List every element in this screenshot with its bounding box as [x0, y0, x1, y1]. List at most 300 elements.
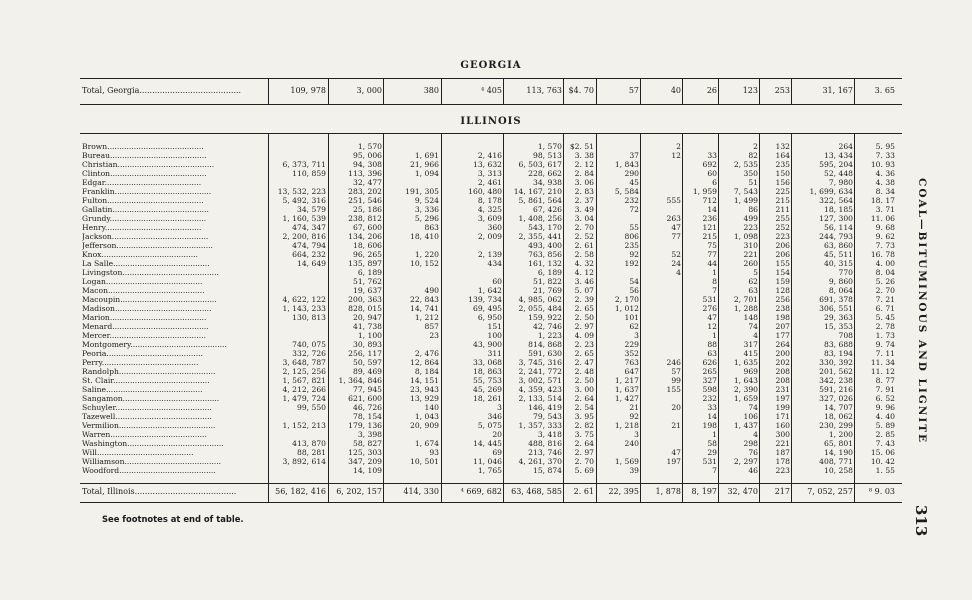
county-col-10: 74	[748, 322, 758, 331]
county-col-8: 47	[671, 223, 681, 232]
county-col-10: 4	[753, 331, 758, 340]
column-divider	[640, 133, 641, 502]
county-col-3: 14, 741	[410, 304, 439, 313]
column-divider	[268, 133, 269, 502]
georgia-total-col-3: 380	[423, 86, 439, 95]
county-col-13: 9. 62	[875, 232, 895, 241]
county-col-13: 4. 38	[875, 178, 895, 187]
county-col-13: 8. 77	[875, 376, 895, 385]
illinois-total-col-5: 63, 468, 585	[511, 487, 562, 496]
county-col-2: 113, 396	[348, 169, 382, 178]
county-col-5: 1, 408, 256	[518, 214, 562, 223]
county-col-10: 5	[753, 268, 758, 277]
county-col-12: 201, 562	[819, 367, 853, 376]
county-col-4: 3, 609	[477, 214, 502, 223]
county-col-13: 8. 04	[875, 268, 895, 277]
county-col-11: 187	[775, 448, 790, 457]
county-label: Peoria........................................	[82, 349, 203, 358]
county-col-9: 75	[707, 241, 717, 250]
county-col-10: 7, 543	[733, 187, 758, 196]
georgia-total-label: Total, Georgia........................................	[82, 86, 242, 95]
county-col-12: 56, 114	[824, 223, 853, 232]
county-col-5: 543, 170	[528, 223, 562, 232]
county-col-10: 4	[753, 430, 758, 439]
county-col-9: 121	[702, 223, 717, 232]
county-col-9: 88	[707, 340, 717, 349]
county-col-10: 317	[743, 340, 758, 349]
county-col-4: 69, 495	[473, 304, 502, 313]
county-col-1: 6, 373, 711	[282, 160, 326, 169]
county-col-10: 148	[743, 313, 758, 322]
county-col-4: 360	[487, 223, 502, 232]
county-label: Marion........................................	[82, 313, 207, 322]
county-col-6: 3. 04	[574, 214, 594, 223]
county-col-9: 6	[712, 178, 717, 187]
county-col-8: 24	[671, 259, 681, 268]
illinois-top-rule	[80, 133, 902, 134]
county-col-9: 12	[707, 322, 717, 331]
county-col-11: 206	[775, 250, 790, 259]
county-col-13: 9. 96	[875, 403, 895, 412]
county-col-6: 2. 97	[574, 322, 594, 331]
county-col-10: 1, 499	[733, 196, 758, 205]
county-col-11: 252	[775, 223, 790, 232]
county-col-10: 63	[748, 286, 758, 295]
county-col-9: 77	[707, 250, 717, 259]
county-col-10: 62	[748, 277, 758, 286]
county-col-2: 32, 477	[353, 178, 382, 187]
county-col-1: 1, 567, 821	[282, 376, 326, 385]
column-divider	[596, 78, 597, 104]
column-divider	[441, 133, 442, 502]
georgia-section-title: GEORGIA	[460, 60, 522, 71]
county-col-9: 531	[702, 457, 717, 466]
county-label: Brown........................................	[82, 142, 204, 151]
county-col-6: 2. 47	[574, 358, 594, 367]
county-col-13: 5. 26	[875, 277, 895, 286]
county-col-6: 3. 95	[574, 412, 594, 421]
county-col-5: 14, 167, 210	[513, 187, 562, 196]
county-col-1: 5, 492, 316	[282, 196, 326, 205]
county-col-7: 763	[624, 358, 639, 367]
county-col-6: 2. 65	[574, 304, 594, 313]
county-col-7: 1, 843	[614, 160, 639, 169]
county-col-8	[642, 466, 681, 477]
illinois-total-col-12: 7, 052, 257	[807, 487, 853, 496]
county-label: Washington........................................	[82, 439, 224, 448]
county-col-11: 264	[775, 340, 790, 349]
county-col-1: 2, 200, 816	[282, 232, 326, 241]
county-col-9: 692	[702, 160, 717, 169]
county-col-12: 14, 707	[824, 403, 853, 412]
county-label: Bureau........................................	[82, 151, 207, 160]
county-col-9: 33	[707, 151, 717, 160]
county-col-13: 2. 85	[875, 430, 895, 439]
county-col-2: 78, 154	[353, 412, 382, 421]
county-col-5: 763, 856	[528, 250, 562, 259]
county-col-9: 232	[702, 394, 717, 403]
county-col-6: 3. 49	[574, 205, 594, 214]
county-col-9: 7	[712, 466, 717, 475]
county-col-1: 110, 859	[292, 169, 326, 178]
county-col-6: 2. 23	[574, 340, 594, 349]
county-col-2: 251, 546	[348, 196, 382, 205]
county-col-1: 664, 232	[292, 250, 326, 259]
county-col-7: 1, 637	[614, 385, 639, 394]
county-col-4: 3	[497, 403, 502, 412]
county-col-7: 62	[629, 322, 639, 331]
county-col-1: 13, 532, 223	[277, 187, 326, 196]
column-divider	[640, 78, 641, 104]
column-divider	[328, 133, 329, 502]
county-col-13: 3. 71	[875, 205, 895, 214]
county-label: Schuyler........................................	[82, 403, 212, 412]
county-col-4: 69	[492, 448, 502, 457]
county-col-7: 290	[624, 169, 639, 178]
county-col-12: 127, 300	[819, 214, 853, 223]
county-col-7: 92	[629, 250, 639, 259]
county-col-11: 231	[775, 385, 790, 394]
illinois-total-col-8: 1, 878	[655, 487, 681, 496]
county-col-8: 263	[666, 214, 681, 223]
illinois-bottom-rule	[80, 502, 902, 503]
county-col-10: 415	[743, 349, 758, 358]
county-col-6: 2. 64	[574, 394, 594, 403]
county-col-7: 235	[624, 241, 639, 250]
georgia-total-col-1: 109, 978	[290, 86, 326, 95]
county-col-11: 255	[775, 214, 790, 223]
county-label: Edgar........................................	[82, 178, 202, 187]
county-col-3: 490	[424, 286, 439, 295]
column-divider	[854, 133, 855, 502]
county-col-9: 14	[707, 412, 717, 421]
county-col-3: 14, 151	[410, 376, 439, 385]
county-col-12: 45, 511	[824, 250, 853, 259]
county-col-5: 98, 513	[533, 151, 562, 160]
county-col-11: 159	[775, 277, 790, 286]
county-col-4: 14, 445	[473, 439, 502, 448]
county-label: Vermilion........................................	[82, 421, 216, 430]
county-col-7: 1, 217	[614, 376, 639, 385]
county-col-1: 1, 160, 539	[282, 214, 326, 223]
county-col-9: 8	[712, 277, 717, 286]
column-divider	[596, 133, 597, 502]
county-col-1: 34, 579	[297, 205, 326, 214]
county-col-5: 1, 357, 333	[518, 421, 562, 430]
county-col-6: 2. 52	[574, 232, 594, 241]
county-col-7: 54	[629, 277, 639, 286]
county-col-7: 3	[634, 430, 639, 439]
county-col-2: 96, 265	[353, 250, 382, 259]
county-col-6: 2. 61	[574, 241, 594, 250]
county-col-6: 2. 54	[574, 403, 594, 412]
county-label: Gallatin........................................	[82, 205, 209, 214]
county-col-9: 265	[702, 367, 717, 376]
column-divider	[682, 133, 683, 502]
county-col-9: 44	[707, 259, 717, 268]
georgia-total-col-13: 3. 65	[874, 86, 895, 95]
county-col-13: 11. 06	[870, 214, 895, 223]
county-col-2: 30, 893	[353, 340, 382, 349]
county-col-7: 806	[624, 232, 639, 241]
column-divider	[383, 133, 384, 502]
county-label: La Salle........................................	[82, 259, 210, 268]
county-col-13: 4. 00	[875, 259, 895, 268]
county-col-6: 4. 09	[574, 331, 594, 340]
georgia-total-col-4: ⁴ 405	[480, 86, 502, 95]
county-col-10: 969	[743, 367, 758, 376]
county-col-11: 206	[775, 241, 790, 250]
county-col-1: 474, 794	[292, 241, 326, 250]
illinois-total-top-rule	[80, 483, 902, 484]
county-col-11: 156	[775, 178, 790, 187]
county-col-3: 857	[424, 322, 439, 331]
county-col-8: 4	[676, 268, 681, 277]
county-col-5: 51, 822	[533, 277, 562, 286]
county-col-6: 2. 50	[574, 313, 594, 322]
column-divider	[503, 133, 504, 502]
county-col-4: 2, 416	[477, 151, 502, 160]
illinois-total-col-4: ⁴ 669, 682	[460, 487, 502, 496]
illinois-section-title: ILLINOIS	[460, 116, 522, 127]
county-col-12: 18, 185	[824, 205, 853, 214]
county-col-4: 8, 178	[477, 196, 502, 205]
county-col-10: 2, 701	[733, 295, 758, 304]
county-col-4: 100	[487, 331, 502, 340]
county-col-10: 350	[743, 169, 758, 178]
georgia-bottom-rule	[80, 104, 902, 105]
county-col-13: 5. 95	[875, 142, 895, 151]
county-col-3: 10, 501	[410, 457, 439, 466]
county-col-3: 3, 336	[414, 205, 439, 214]
georgia-total-col-5: 113, 763	[526, 86, 562, 95]
county-col-2: 135, 897	[348, 259, 382, 268]
county-col-11: 221	[775, 439, 790, 448]
county-col-5: 42, 746	[533, 322, 562, 331]
county-col-8: 20	[671, 403, 681, 412]
county-col-4: 55, 753	[473, 376, 502, 385]
county-col-2: 77, 945	[353, 385, 382, 394]
county-col-5: 4, 359, 423	[518, 385, 562, 394]
county-col-10: 221	[743, 250, 758, 259]
county-col-11: 198	[775, 313, 790, 322]
county-col-12: 322, 564	[819, 196, 853, 205]
county-col-13: 9. 68	[875, 223, 895, 232]
county-col-3: 20, 909	[410, 421, 439, 430]
county-col-9: 1	[712, 268, 717, 277]
county-col-1: 3, 892, 614	[282, 457, 326, 466]
county-label: Menard........................................	[82, 322, 209, 331]
county-col-10: 1, 288	[733, 304, 758, 313]
county-label: Fulton........................................	[82, 196, 204, 205]
county-col-12: 770	[838, 268, 853, 277]
county-label: Perry........................................	[82, 358, 199, 367]
county-col-9: 198	[702, 421, 717, 430]
county-col-1: 413, 870	[292, 439, 326, 448]
county-col-1: 130, 813	[292, 313, 326, 322]
county-col-11: 164	[775, 151, 790, 160]
county-col-5: 161, 132	[528, 259, 562, 268]
county-col-2: 67, 600	[353, 223, 382, 232]
county-label: Logan........................................	[82, 277, 203, 286]
county-col-4: 11, 046	[473, 457, 502, 466]
county-col-6: 2. 64	[574, 439, 594, 448]
county-col-13: 6. 52	[875, 394, 895, 403]
county-col-5: 6, 503, 617	[518, 160, 562, 169]
county-col-2: 46, 726	[353, 403, 382, 412]
illinois-total-col-3: 414, 330	[403, 487, 439, 496]
county-col-13: 6. 71	[875, 304, 895, 313]
county-col-12: 52, 448	[824, 169, 853, 178]
county-col-7: 1, 427	[614, 394, 639, 403]
county-col-5: 159, 922	[528, 313, 562, 322]
county-col-5: 67, 426	[533, 205, 562, 214]
county-col-10: 51	[748, 178, 758, 187]
county-col-11: 178	[775, 457, 790, 466]
county-col-2: 256, 117	[348, 349, 382, 358]
county-col-6: 2. 70	[574, 457, 594, 466]
county-label: Grundy........................................	[82, 214, 207, 223]
county-label: Mercer........................................	[82, 331, 206, 340]
county-col-13: 7. 11	[875, 349, 895, 358]
county-col-5: 213, 746	[528, 448, 562, 457]
county-col-6: 2. 12	[574, 160, 594, 169]
column-divider	[268, 78, 269, 104]
county-col-10: 2, 390	[733, 385, 758, 394]
county-col-7: 92	[629, 412, 639, 421]
county-col-7: 72	[629, 205, 639, 214]
county-col-10: 1, 659	[733, 394, 758, 403]
county-col-10: 46	[748, 466, 758, 475]
county-col-12: 1, 200	[828, 430, 853, 439]
county-col-3: 13, 929	[410, 394, 439, 403]
county-col-11: 171	[775, 412, 790, 421]
county-col-7: 647	[624, 367, 639, 376]
county-col-2: 51, 762	[353, 277, 382, 286]
county-col-13: 18. 17	[870, 196, 895, 205]
illinois-total-label: Total, Illinois........................................	[82, 487, 237, 496]
illinois-total-col-2: 6, 202, 157	[336, 487, 382, 496]
county-col-10: 260	[743, 259, 758, 268]
column-divider	[383, 78, 384, 104]
county-col-12: 10, 258	[824, 466, 853, 475]
county-col-7: 2, 170	[614, 295, 639, 304]
county-col-7: 232	[624, 196, 639, 205]
county-col-11: 199	[775, 403, 790, 412]
county-col-6: 4. 12	[574, 268, 594, 277]
county-col-13: 4. 36	[875, 169, 895, 178]
county-col-11: 225	[775, 187, 790, 196]
county-label: Livingston........................................	[82, 268, 219, 277]
county-col-5: 228, 662	[528, 169, 562, 178]
county-col-12: 18, 062	[824, 412, 853, 421]
county-col-6: 2. 65	[574, 349, 594, 358]
column-divider	[563, 78, 564, 104]
county-col-2: 58, 827	[353, 439, 382, 448]
county-col-4: 434	[487, 259, 502, 268]
county-col-4: 311	[487, 349, 502, 358]
county-label: Clinton........................................	[82, 169, 207, 178]
county-col-1: 99, 550	[297, 403, 326, 412]
county-col-12: 264	[838, 142, 853, 151]
county-col-2: 25, 186	[353, 205, 382, 214]
county-col-6: 5. 69	[574, 466, 594, 475]
county-col-1: 14, 649	[297, 259, 326, 268]
county-col-11: 207	[775, 322, 790, 331]
county-label: Montgomery........................................	[82, 340, 227, 349]
county-col-11: 256	[775, 295, 790, 304]
county-col-5: 34, 938	[533, 178, 562, 187]
county-col-3: 8, 184	[414, 367, 439, 376]
county-col-7: 55	[629, 223, 639, 232]
county-col-3: 12, 864	[410, 358, 439, 367]
column-divider	[682, 78, 683, 104]
county-col-11: 208	[775, 376, 790, 385]
georgia-total-col-10: 123	[742, 86, 758, 95]
county-col-7: 352	[624, 349, 639, 358]
county-col-5: 1, 570	[537, 142, 562, 151]
county-col-5: 79, 543	[533, 412, 562, 421]
county-col-11: 155	[775, 259, 790, 268]
county-col-13: 7. 43	[875, 439, 895, 448]
county-col-8: 47	[671, 448, 681, 457]
county-col-13: 4. 40	[875, 412, 895, 421]
county-col-2: 347, 209	[348, 457, 382, 466]
county-col-7: 1, 569	[614, 457, 639, 466]
county-col-1: 2, 125, 256	[282, 367, 326, 376]
county-col-11: 223	[775, 466, 790, 475]
county-col-12: 306, 551	[819, 304, 853, 313]
side-running-title: COAL—BITUMINOUS AND LIGNITE	[916, 178, 928, 445]
county-label: Warren........................................	[82, 430, 207, 439]
county-col-4: 60	[492, 277, 502, 286]
county-col-9: 63	[707, 349, 717, 358]
county-col-2: 3, 398	[357, 430, 382, 439]
county-col-10: 82	[748, 151, 758, 160]
georgia-total-col-11: 253	[774, 86, 790, 95]
county-label: Franklin........................................	[82, 187, 212, 196]
county-col-5: 3, 002, 571	[518, 376, 562, 385]
county-col-4: 43, 900	[473, 340, 502, 349]
county-col-3: 191, 305	[405, 187, 439, 196]
county-col-13: 9. 74	[875, 340, 895, 349]
county-col-4: 45, 269	[473, 385, 502, 394]
county-col-12: 330, 392	[819, 358, 853, 367]
column-divider	[759, 78, 760, 104]
county-col-7: 45	[629, 178, 639, 187]
county-col-7: 5, 584	[614, 187, 639, 196]
county-col-13: 5. 45	[875, 313, 895, 322]
county-col-1: 740, 075	[292, 340, 326, 349]
county-col-2: 14, 109	[353, 466, 382, 475]
county-col-6: 2. 39	[574, 295, 594, 304]
county-col-4: 1, 765	[477, 466, 502, 475]
county-col-4: 5, 075	[477, 421, 502, 430]
county-col-6: 2. 58	[574, 250, 594, 259]
county-col-9: 531	[702, 295, 717, 304]
county-col-10: 74	[748, 403, 758, 412]
county-col-5: 591, 630	[528, 349, 562, 358]
county-col-3: 9, 524	[414, 196, 439, 205]
county-col-5: 2, 055, 484	[518, 304, 562, 313]
county-label: Macoupin........................................	[82, 295, 217, 304]
county-col-2: 283, 202	[348, 187, 382, 196]
county-col-8: 197	[666, 457, 681, 466]
illinois-total-col-13: ⁸ 9. 03	[868, 487, 895, 496]
county-col-5: 4, 985, 062	[518, 295, 562, 304]
county-col-13: 16. 78	[870, 250, 895, 259]
county-col-3: 23, 943	[410, 385, 439, 394]
